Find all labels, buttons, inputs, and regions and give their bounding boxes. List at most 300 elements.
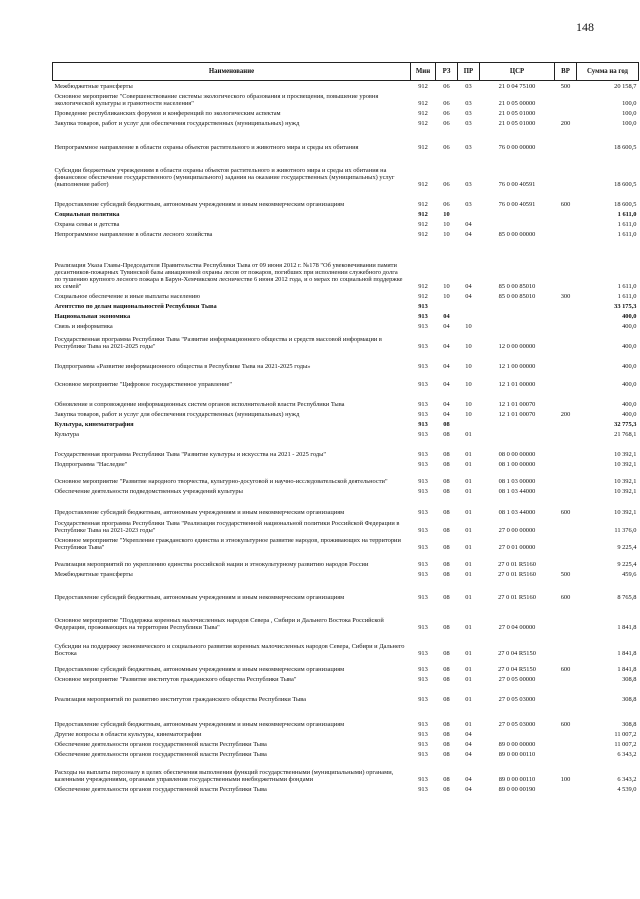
cell-pr: 10 (465, 401, 472, 409)
cell-pr: 10 (465, 343, 472, 351)
cell-name: Предоставление субсидий бюджетным, автономным учреждениям и иным некоммерческим организациям (54, 666, 345, 674)
cell-pr: 04 (465, 741, 472, 749)
cell-name: Подпрограмма «Развитие информационного общества в Республике Тыва на 2021-2025 годы» (54, 363, 311, 371)
cell-name: Основное мероприятие "Развитие народного творчества, культурно-досуговой и научно-исследовательской деятельности" (54, 478, 388, 486)
cell-sum: 308,8 (622, 696, 637, 704)
cell-vr (555, 209, 577, 219)
cell-name: Непрограммное направление в области лесного хозяйства (54, 231, 213, 239)
cell-name: Основное мероприятие "Укрепление гражданского единства и этнокультурное развитие народов, проживающих на территории Республики Тыва" (54, 537, 401, 552)
cell-pr: 04 (465, 731, 472, 739)
table-row (53, 152, 639, 189)
cell-min: 913 (418, 509, 428, 517)
cell-name: Национальная экономика (54, 313, 131, 321)
cell-vr (555, 552, 577, 569)
cell-csr: 21 0 04 75100 (498, 83, 536, 91)
table-row (53, 535, 639, 552)
cell-rz: 06 (443, 144, 450, 152)
cell-pr: 01 (465, 721, 472, 729)
cell-csr: 08 0 00 00000 (498, 451, 536, 459)
cell-sum: 6 343,2 (617, 776, 637, 784)
cell-rz (436, 301, 458, 311)
cell-vr (555, 229, 577, 239)
cell-rz: 04 (443, 401, 450, 409)
table-row (53, 321, 639, 331)
cell-sum: 1 841,8 (617, 666, 637, 674)
header-rz: РЗ (436, 63, 458, 81)
cell-sum: 18 600,5 (614, 181, 637, 189)
cell-csr: 27 0 01 R5160 (498, 561, 536, 569)
cell-pr: 04 (465, 283, 472, 291)
cell-csr: 89 0 00 00110 (498, 751, 536, 759)
cell-pr: 04 (465, 221, 472, 229)
cell-sum: 400,0 (622, 323, 637, 331)
cell-sum: 10 392,1 (614, 451, 637, 459)
table-row (53, 496, 639, 517)
cell-sum: 21 768,1 (614, 431, 637, 439)
cell-sum: 400,0 (622, 313, 637, 321)
header-vr: ВР (555, 63, 577, 81)
cell-name: Межбюджетные трансферты (54, 571, 133, 579)
cell-pr: 01 (465, 544, 472, 552)
cell-rz: 06 (443, 120, 450, 128)
cell-pr: 03 (465, 110, 472, 118)
cell-vr (555, 784, 577, 794)
cell-sum: 1 841,8 (617, 624, 637, 632)
cell-name: Закупка товаров, работ и услуг для обеспечения государственных (муниципальных) нужд (54, 411, 300, 419)
cell-sum: 400,0 (622, 343, 637, 351)
cell-vr (555, 331, 577, 351)
cell-rz: 06 (443, 83, 450, 91)
table-row (53, 209, 639, 219)
cell-pr: 01 (465, 527, 472, 535)
table-row (53, 759, 639, 784)
table-row (53, 439, 639, 459)
cell-min: 913 (418, 571, 428, 579)
table-row (53, 602, 639, 632)
cell-sum: 1 611,0 (617, 283, 637, 291)
table-body (53, 81, 639, 794)
cell-pr: 01 (465, 571, 472, 579)
table-row (53, 739, 639, 749)
cell-sum: 400,0 (622, 401, 637, 409)
cell-rz: 06 (443, 100, 450, 108)
cell-csr: 12 1 01 00070 (498, 411, 536, 419)
cell-csr: 21 0 05 00000 (498, 100, 536, 108)
cell-pr: 04 (465, 751, 472, 759)
cell-rz: 08 (443, 696, 450, 704)
cell-pr (458, 419, 480, 429)
cell-min: 913 (418, 401, 428, 409)
table-row (53, 552, 639, 569)
cell-name: Субсидии на поддержку экономического и социального развития коренных малочисленных народов Севера, Сибири и Дальнего Востока (54, 643, 405, 658)
cell-vr: 200 (560, 120, 571, 128)
cell-sum: 10 392,1 (614, 478, 637, 486)
table-row (53, 91, 639, 108)
cell-name: Непрограммное направление в области охраны объектов растительного и животного мира и среды их обитания (54, 144, 359, 152)
cell-min: 913 (418, 776, 428, 784)
table-row (53, 569, 639, 579)
cell-vr (555, 632, 577, 658)
cell-min: 913 (418, 594, 428, 602)
cell-rz: 08 (443, 721, 450, 729)
cell-min: 912 (418, 181, 428, 189)
cell-rz: 08 (443, 561, 450, 569)
table-row (53, 579, 639, 602)
cell-sum: 11 376,0 (614, 527, 637, 535)
table-row (53, 371, 639, 389)
cell-name: Государственная программа Республики Тыва "Развитие культуры и искусства на 2021 - 2025 годы" (54, 451, 326, 459)
cell-sum: 9 225,4 (617, 544, 637, 552)
cell-rz: 04 (443, 363, 450, 371)
cell-rz: 10 (443, 283, 450, 291)
table-row (53, 632, 639, 658)
cell-vr (555, 517, 577, 535)
cell-name: Культура, кинематография (54, 421, 134, 429)
cell-rz: 08 (443, 731, 450, 739)
cell-vr (555, 301, 577, 311)
cell-min: 913 (418, 624, 428, 632)
table-row (53, 729, 639, 739)
cell-min: 913 (418, 650, 428, 658)
cell-rz: 08 (443, 594, 450, 602)
cell-vr (555, 684, 577, 704)
cell-rz: 08 (443, 650, 450, 658)
cell-name: Обеспечение деятельности органов государственной власти Республики Тыва (54, 786, 267, 794)
cell-name: Социальное обеспечение и иные выплаты населению (54, 293, 201, 301)
cell-vr (555, 459, 577, 469)
cell-min: 912 (418, 100, 428, 108)
cell-csr: 27 0 04 00000 (498, 624, 536, 632)
cell-min: 913 (418, 303, 428, 311)
table-header (53, 63, 639, 81)
cell-min: 913 (418, 313, 428, 321)
cell-pr: 01 (465, 561, 472, 569)
cell-pr: 01 (465, 666, 472, 674)
cell-name: Предоставление субсидий бюджетным, автономным учреждениям и иным некоммерческим организациям (54, 594, 345, 602)
cell-sum: 100,0 (622, 100, 637, 108)
cell-min: 913 (418, 343, 428, 351)
table-row (53, 331, 639, 351)
cell-rz: 08 (443, 527, 450, 535)
cell-csr: 76 0 00 40591 (498, 181, 536, 189)
cell-rz: 08 (443, 478, 450, 486)
cell-csr: 85 0 00 00000 (498, 231, 536, 239)
cell-name: Межбюджетные трансферты (54, 83, 133, 91)
cell-sum: 400,0 (622, 411, 637, 419)
cell-rz: 08 (443, 431, 450, 439)
table-row (53, 684, 639, 704)
cell-name: Другие вопросы в области культуры, кинематографии (54, 731, 202, 739)
cell-min: 912 (418, 120, 428, 128)
cell-rz: 06 (443, 201, 450, 209)
cell-name: Реализация мероприятий по развитию институтов гражданского общества Республики Тыва (54, 696, 307, 704)
cell-rz: 06 (443, 181, 450, 189)
cell-csr: 27 0 00 00000 (498, 527, 536, 535)
cell-rz: 10 (443, 231, 450, 239)
cell-csr (480, 429, 555, 439)
cell-sum: 11 007,2 (614, 731, 637, 739)
cell-csr: 21 0 05 01000 (498, 120, 536, 128)
cell-min: 912 (418, 201, 428, 209)
cell-vr: 200 (560, 411, 571, 419)
cell-csr: 27 0 05 03000 (498, 721, 536, 729)
cell-sum: 6 343,2 (617, 751, 637, 759)
cell-name: Основное мероприятие "Совершенствование системы экологического образования и просвещения, повышение уровня экологической культуры и грамотности населения" (54, 93, 379, 108)
cell-vr (555, 321, 577, 331)
cell-name: Реализация мероприятий по укреплению единства российской нации и этнокультурному развитию народов России (54, 561, 369, 569)
cell-vr (555, 389, 577, 409)
cell-sum: 18 600,5 (614, 201, 637, 209)
cell-vr: 100 (560, 776, 571, 784)
cell-min: 913 (418, 751, 428, 759)
table-row (53, 517, 639, 535)
cell-pr: 01 (465, 676, 472, 684)
cell-csr: 89 0 00 00000 (498, 741, 536, 749)
cell-sum: 400,0 (622, 381, 637, 389)
cell-rz: 08 (443, 676, 450, 684)
cell-pr: 03 (465, 120, 472, 128)
cell-vr (555, 749, 577, 759)
cell-min: 913 (418, 323, 428, 331)
cell-sum: 1 611,0 (617, 293, 637, 301)
cell-pr: 01 (465, 478, 472, 486)
cell-pr (458, 301, 480, 311)
table-row (53, 429, 639, 439)
cell-rz: 08 (443, 451, 450, 459)
cell-min: 912 (418, 293, 428, 301)
cell-rz: 08 (443, 624, 450, 632)
table-row (53, 291, 639, 301)
cell-csr: 12 1 01 00070 (498, 401, 536, 409)
table-row (53, 674, 639, 684)
cell-rz: 04 (443, 323, 450, 331)
cell-min: 913 (418, 731, 428, 739)
cell-sum: 10 392,1 (614, 488, 637, 496)
table-row (53, 219, 639, 229)
cell-csr (480, 219, 555, 229)
cell-name: Социальная политика (54, 211, 120, 219)
cell-pr: 04 (465, 786, 472, 794)
cell-pr: 10 (465, 411, 472, 419)
cell-csr: 27 0 04 R5150 (498, 650, 536, 658)
cell-rz: 04 (443, 411, 450, 419)
cell-csr: 85 0 00 85010 (498, 283, 536, 291)
cell-name: Подпрограмма "Наследие" (54, 461, 128, 469)
cell-csr: 08 1 03 44000 (498, 509, 536, 517)
cell-rz: 08 (443, 544, 450, 552)
cell-vr (555, 439, 577, 459)
cell-pr: 01 (465, 431, 472, 439)
cell-vr: 300 (560, 293, 571, 301)
cell-sum: 1 611,0 (617, 211, 637, 219)
cell-pr: 01 (465, 624, 472, 632)
cell-min: 912 (418, 221, 428, 229)
header-name: Наименование (53, 63, 411, 81)
cell-csr: 08 1 00 00000 (498, 461, 536, 469)
cell-name: Расходы на выплаты персоналу в целях обеспечения выполнения функций государственными (муниципальными) органами, казенными учреждениями, органами управления государственными внебюджетными фондами (54, 769, 394, 784)
cell-pr: 03 (465, 83, 472, 91)
cell-csr: 89 0 00 00110 (498, 776, 536, 784)
cell-vr: 600 (560, 721, 571, 729)
header-pr: ПР (458, 63, 480, 81)
cell-pr: 01 (465, 509, 472, 517)
cell-vr (555, 729, 577, 739)
cell-pr: 10 (465, 381, 472, 389)
cell-csr: 27 0 01 R5160 (498, 571, 536, 579)
cell-min: 913 (418, 527, 428, 535)
table-row (53, 189, 639, 209)
cell-vr (555, 419, 577, 429)
cell-min: 913 (418, 561, 428, 569)
cell-name: Основное мероприятие "Поддержка коренных малочисленных народов Севера , Сибири и Дальнего Востока Российской Федерации, проживающих на территории Республики Тыва" (54, 617, 384, 632)
cell-name: Основное мероприятие "Цифровое государственное управление" (54, 381, 232, 389)
cell-rz: 08 (443, 571, 450, 579)
cell-csr (480, 209, 555, 219)
cell-rz: 10 (443, 211, 450, 219)
cell-csr: 76 0 00 40591 (498, 201, 536, 209)
cell-min: 913 (418, 411, 428, 419)
page-number: 148 (576, 20, 594, 34)
cell-rz: 08 (443, 786, 450, 794)
cell-name: Обеспечение деятельности органов государственной власти Республики Тыва (54, 741, 267, 749)
cell-sum: 1 611,0 (617, 231, 637, 239)
cell-vr: 600 (560, 201, 571, 209)
cell-min: 912 (418, 231, 428, 239)
budget-table (52, 62, 639, 794)
table-row (53, 351, 639, 371)
cell-csr: 21 0 05 01000 (498, 110, 536, 118)
cell-min: 913 (418, 421, 428, 429)
cell-pr: 04 (465, 231, 472, 239)
cell-sum: 18 600,5 (614, 144, 637, 152)
cell-csr: 12 1 00 00000 (498, 363, 536, 371)
cell-rz: 08 (443, 509, 450, 517)
table-row (53, 108, 639, 118)
cell-rz: 08 (443, 488, 450, 496)
cell-min: 912 (418, 283, 428, 291)
header-csr: ЦСР (480, 63, 555, 81)
cell-min: 913 (418, 431, 428, 439)
cell-sum: 100,0 (622, 120, 637, 128)
cell-name: Связь и информатика (54, 323, 113, 331)
cell-rz: 08 (443, 751, 450, 759)
cell-min: 913 (418, 786, 428, 794)
cell-sum: 400,0 (622, 363, 637, 371)
cell-name: Предоставление субсидий бюджетным, автономным учреждениям и иным некоммерческим организациям (54, 509, 345, 517)
cell-pr: 04 (465, 293, 472, 301)
cell-sum: 8 765,8 (617, 594, 637, 602)
table-row (53, 229, 639, 239)
cell-vr (555, 91, 577, 108)
cell-name: Реализация Указа Главы-Председателя Правительства Республики Тыва от 09 июня 2012 г. №178 "Об увековечивании памяти десантников-пожарных Тувинской базы авиационной охраны лесов от пожаров, погибших при исполнении служебного долга по тушению крупного лесного пожара в Барун-Хемчикском лесничестве 6 июня 2012 года, и о мерах по социальной поддержке их семей" (54, 261, 403, 291)
cell-min: 913 (418, 451, 428, 459)
table-row (53, 118, 639, 128)
cell-name: Основное мероприятие "Развитие институтов гражданского общества Республики Тыва" (54, 676, 297, 684)
cell-min: 913 (418, 478, 428, 486)
cell-pr: 01 (465, 461, 472, 469)
cell-pr: 03 (465, 100, 472, 108)
cell-sum: 1 611,0 (617, 221, 637, 229)
cell-vr (555, 602, 577, 632)
cell-sum: 100,0 (622, 110, 637, 118)
cell-sum: 10 392,1 (614, 509, 637, 517)
cell-name: Субсидии бюджетным учреждениям в области охраны объектов растительного и животного мира и среды их обитания на финансовое обеспечение государственного (муниципального) задания на оказание государственных (муниципальных) услуг (выполнение работ) (54, 166, 395, 189)
cell-sum: 4 539,0 (617, 786, 637, 794)
cell-vr (555, 469, 577, 486)
cell-csr: 76 0 00 00000 (498, 144, 536, 152)
cell-sum: 1 841,8 (617, 650, 637, 658)
cell-pr: 01 (465, 650, 472, 658)
table-row (53, 81, 639, 91)
cell-csr: 12 0 00 00000 (498, 343, 536, 351)
cell-sum: 32 775,3 (614, 421, 637, 429)
cell-rz: 10 (443, 221, 450, 229)
cell-pr: 03 (465, 201, 472, 209)
cell-rz: 04 (443, 381, 450, 389)
cell-csr (480, 729, 555, 739)
cell-rz: 08 (443, 666, 450, 674)
cell-vr (555, 239, 577, 291)
cell-sum: 308,8 (622, 721, 637, 729)
cell-pr: 10 (465, 323, 472, 331)
cell-vr (555, 152, 577, 189)
cell-csr (480, 301, 555, 311)
cell-sum: 20 158,7 (614, 83, 637, 91)
cell-name: Обеспечение деятельности органов государственной власти Республики Тыва (54, 751, 267, 759)
cell-pr: 03 (465, 144, 472, 152)
cell-min: 912 (418, 83, 428, 91)
cell-min: 913 (418, 721, 428, 729)
cell-rz: 08 (443, 421, 450, 429)
cell-sum: 308,8 (622, 676, 637, 684)
cell-vr (555, 429, 577, 439)
table-row (53, 784, 639, 794)
cell-sum: 10 392,1 (614, 461, 637, 469)
cell-sum: 33 175,3 (614, 303, 637, 311)
cell-name: Охрана семьи и детства (54, 221, 120, 229)
cell-csr: 12 1 01 00000 (498, 381, 536, 389)
table-row (53, 658, 639, 674)
cell-rz: 04 (443, 313, 450, 321)
cell-vr (555, 128, 577, 152)
cell-rz: 08 (443, 461, 450, 469)
table-row (53, 311, 639, 321)
cell-name: Закупка товаров, работ и услуг для обеспечения государственных (муниципальных) нужд (54, 120, 300, 128)
cell-csr: 27 0 05 03000 (498, 696, 536, 704)
cell-name: Проведение республиканских форумов и конференций по экологическим аспектам (54, 110, 281, 118)
cell-vr (555, 371, 577, 389)
cell-csr (480, 311, 555, 321)
cell-min: 913 (418, 696, 428, 704)
cell-min: 913 (418, 544, 428, 552)
cell-min: 912 (418, 110, 428, 118)
cell-vr (555, 535, 577, 552)
cell-vr (555, 674, 577, 684)
cell-sum: 11 007,2 (614, 741, 637, 749)
table-row (53, 704, 639, 729)
cell-rz: 06 (443, 110, 450, 118)
cell-csr: 85 0 00 85010 (498, 293, 536, 301)
cell-min: 913 (418, 488, 428, 496)
cell-name: Обеспечение деятельности подведомственных учреждений культуры (54, 488, 243, 496)
cell-vr (555, 108, 577, 118)
cell-vr: 600 (560, 509, 571, 517)
cell-min: 913 (418, 461, 428, 469)
cell-csr: 89 0 00 00190 (498, 786, 536, 794)
cell-vr (555, 219, 577, 229)
cell-csr: 27 0 05 00000 (498, 676, 536, 684)
cell-csr: 27 0 04 R5150 (498, 666, 536, 674)
